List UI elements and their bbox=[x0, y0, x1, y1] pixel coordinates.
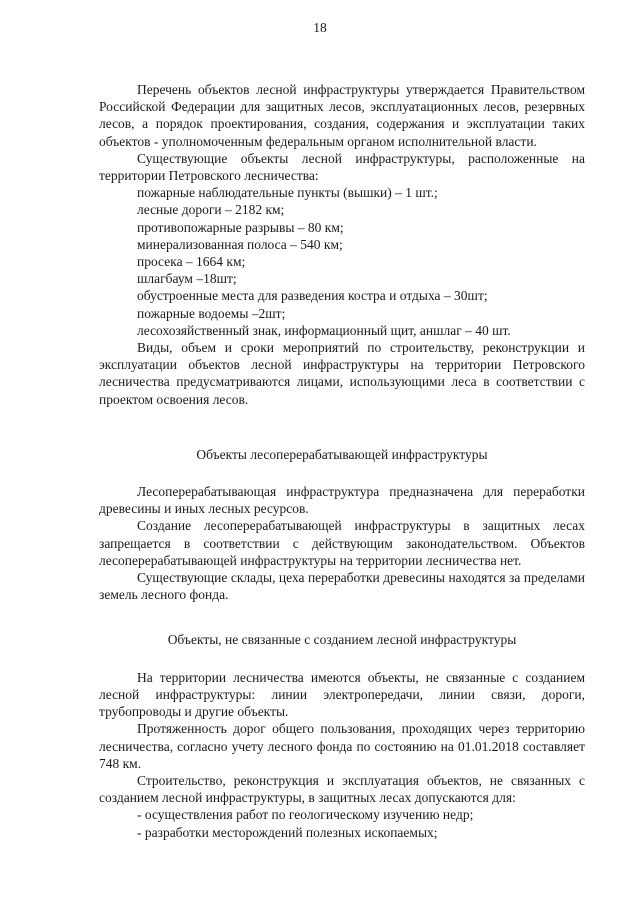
paragraph: Перечень объектов лесной инфраструктуры утверждается Правительством Российской Федерации для защитных лесов, эксплуатационных лесов, резервных лесов, а порядок проектирования, создания, содержания и эксплуатации таких объектов - уполномоченным федеральным органом исполнительной власти. bbox=[99, 82, 585, 149]
list-item: - осуществления работ по геологическому изучению недр; bbox=[137, 807, 474, 823]
permitted-purposes-list bbox=[99, 806, 585, 840]
paragraph: Строительство, реконструкция и эксплуатация объектов, не связанных с созданием лесной инфраструктуры, в защитных лесах допускаются для: bbox=[99, 772, 585, 806]
section-heading: Объекты, не связанные с созданием лесной инфраструктуры bbox=[167, 632, 517, 648]
paragraph: Создание лесоперерабатывающей инфраструктуры в защитных лесах запрещается в соответствии с действующим законодательством. Объектов лесоперерабатывающей инфраструктуры на территории лесничества нет. bbox=[99, 518, 585, 568]
section-heading: Объекты лесоперерабатывающей инфраструктуры bbox=[196, 446, 488, 462]
list-item: противопожарные разрывы – 80 км; bbox=[137, 219, 344, 235]
page-number: 18 bbox=[313, 20, 327, 35]
document-body bbox=[99, 81, 585, 841]
list-item: пожарные наблюдательные пункты (вышки) – 1 шт.; bbox=[137, 185, 438, 201]
list-item: обустроенные места для разведения костра и отдыха – 30шт; bbox=[137, 288, 488, 304]
paragraph: Существующие склады, цеха переработки древесины находятся за пределами земель лесного фонда. bbox=[99, 570, 585, 603]
paragraph: Существующие объекты лесной инфраструктуры, расположенные на территории Петровского лесничества: bbox=[99, 150, 585, 184]
infrastructure-list bbox=[99, 184, 585, 339]
paragraph: Протяженность дорог общего пользования, проходящих через территорию лесничества, согласно учету лесного фонда по состоянию на 01.01.2018 составляет 748 км. bbox=[99, 721, 585, 771]
list-item: лесные дороги – 2182 км; bbox=[137, 202, 285, 218]
list-item: минерализованная полоса – 540 км; bbox=[137, 236, 343, 252]
list-item: просека – 1664 км; bbox=[137, 254, 246, 270]
list-item: - разработки месторождений полезных ископаемых; bbox=[137, 824, 438, 840]
paragraph: На территории лесничества имеются объекты, не связанные с созданием лесной инфраструктуры: линии электропередачи, линии связи, дороги, трубопроводы и другие объекты. bbox=[99, 669, 585, 720]
list-item: пожарные водоемы –2шт; bbox=[137, 305, 286, 321]
list-item: лесохозяйственный знак, информационный щит, аншлаг – 40 шт. bbox=[137, 322, 511, 338]
paragraph: Виды, объем и сроки мероприятий по строительству, реконструкции и эксплуатации объектов лесной инфраструктуры на территории Петровского лесничества предусматриваются лицами, использующими леса в соответствии с проектом освоения лесов. bbox=[99, 340, 585, 407]
paragraph: Лесоперерабатывающая инфраструктура предназначена для переработки древесины и иных лесных ресурсов. bbox=[99, 484, 585, 517]
list-item: шлагбаум –18шт; bbox=[137, 271, 237, 287]
